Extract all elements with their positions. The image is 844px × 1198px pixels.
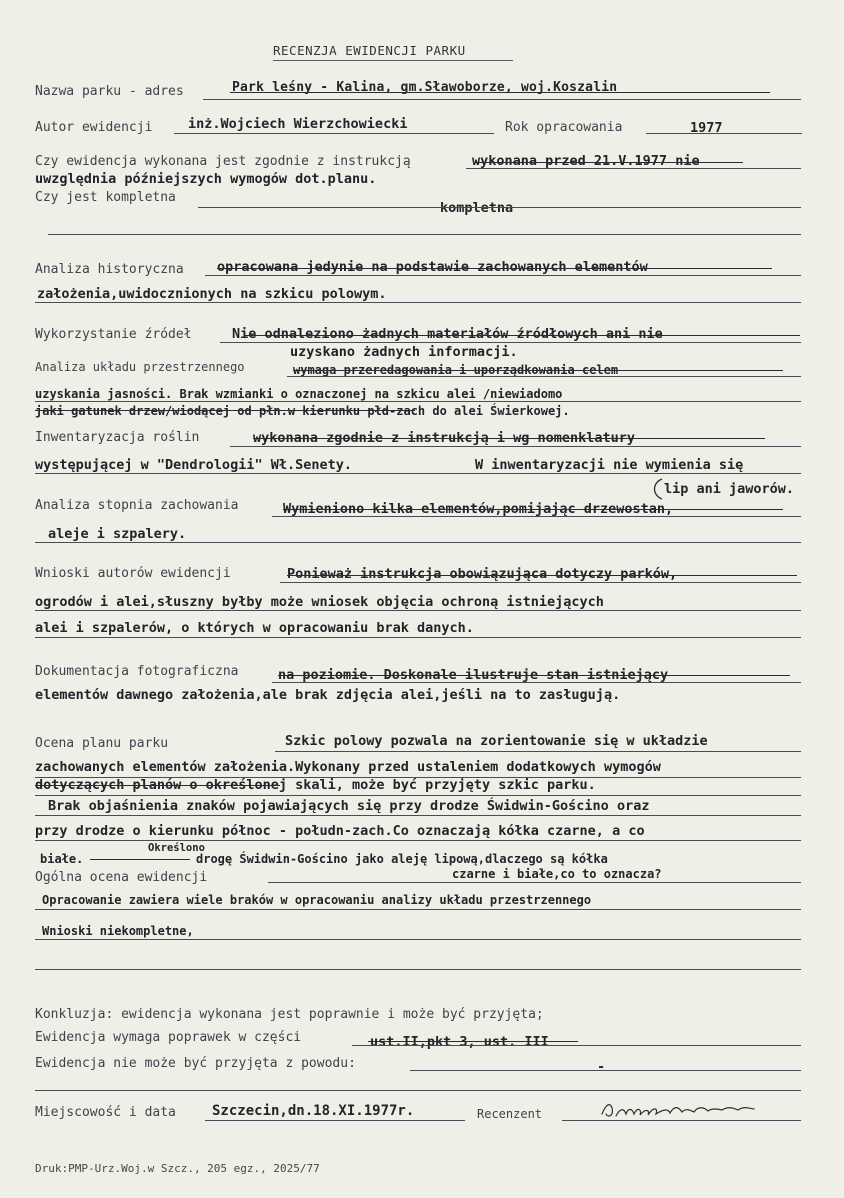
layout-strike-2 — [35, 410, 415, 411]
historical-strike — [217, 268, 772, 269]
plan-value-3: dotyczących planów o określonej skali, może być przyjęty szkic parku. — [35, 777, 596, 793]
sources-value-2: uzyskano żadnych informacji. — [290, 344, 518, 360]
conclusions-line-3 — [35, 637, 801, 638]
plants-value-1: wykonana zgodnie z instrukcją i wg nomenklatury — [253, 430, 636, 446]
conclusions-label: Wnioski autorów ewidencji — [35, 566, 231, 581]
compliance-value-2: uwzględnia późniejszych wymogów dot.planu. — [35, 171, 377, 187]
historical-line — [205, 275, 801, 276]
preservation-value-2: aleje i szpalery. — [48, 526, 187, 542]
corrections-line — [352, 1045, 801, 1046]
complete-line — [198, 207, 801, 208]
rejection-line-2 — [35, 1090, 801, 1091]
overall-value-1: Opracowanie zawiera wiele braków w opracowaniu analizy układu przestrzennego — [42, 893, 592, 907]
reviewer-label: Recenzent — [477, 1107, 543, 1121]
park-name-label: Nazwa parku - adres — [35, 84, 184, 99]
photo-line — [272, 682, 801, 683]
plan-value-2: zachowanych elementów założenia.Wykonany przed ustaleniem dodatkowych wymogów — [35, 759, 661, 775]
overall-value-2: Wnioski niekompletne, — [42, 924, 194, 938]
print-info: Druk:PMP-Urz.Woj.w Szcz., 205 egz., 2025/77 — [35, 1162, 320, 1175]
year-label: Rok opracowania — [505, 120, 623, 135]
plan-value-7: czarne i białe,co to oznacza? — [452, 867, 662, 881]
plan-value-6b: Określono — [148, 842, 205, 854]
plants-strike — [253, 438, 765, 439]
layout-strike — [293, 370, 783, 371]
compliance-line — [466, 168, 801, 169]
sources-line — [220, 342, 801, 343]
rejection-label: Ewidencja nie może być przyjęta z powodu: — [35, 1056, 356, 1071]
preservation-line-2 — [35, 542, 801, 543]
plants-value-2: występującej w "Dendrologii" Wł.Senety. — [35, 457, 352, 473]
layout-value-2: uzyskania jasności. Brak wzmianki o oznaczonej na szkicu alei /niewiadomo — [35, 387, 563, 401]
place-date-label: Miejscowość i data — [35, 1105, 176, 1120]
place-date-line — [205, 1120, 465, 1121]
plan-value-6c: drogę Świdwin-Gościno jako aleję lipową,dlaczego są kółka — [196, 852, 608, 866]
layout-label: Analiza układu przestrzennego — [35, 360, 245, 374]
preservation-strike — [283, 509, 783, 510]
conclusions-value-3: alei i szpalerów, o których w opracowaniu brak danych. — [35, 620, 474, 636]
plan-value-4: Brak objaśnienia znaków pojawiających się przy drodze Świdwin-Gościno oraz — [48, 798, 650, 814]
overall-line-2 — [35, 909, 801, 910]
plan-line-3 — [35, 795, 801, 796]
author-label: Autor ewidencji — [35, 120, 153, 135]
sources-label: Wykorzystanie źródeł — [35, 327, 192, 342]
plants-line — [230, 446, 801, 447]
plan-value-6a: białe. — [40, 852, 84, 866]
conclusions-value-1: Ponieważ instrukcja obowiązująca dotyczy parków, — [287, 566, 678, 582]
plan-value-5: przy drodze o kierunku północ - połudn-zach.Co oznaczają kółka czarne, a co — [35, 823, 645, 839]
compliance-label: Czy ewidencja wykonana jest zgodnie z instrukcją — [35, 154, 411, 169]
reviewer-signature — [598, 1098, 768, 1128]
plan-label: Ocena planu parku — [35, 736, 169, 751]
park-name-line — [203, 99, 801, 100]
layout-line — [287, 376, 801, 377]
conclusions-strike — [287, 575, 797, 576]
plants-value-3: W inwentaryzacji nie wymienia się — [475, 457, 744, 473]
park-name-value: Park leśny - Kalina, gm.Sławoborze, woj.Koszalin — [232, 80, 618, 95]
corrections-strike — [368, 1041, 578, 1042]
historical-label: Analiza historyczna — [35, 262, 184, 277]
historical-value-1: opracowana jedynie na podstawie zachowanych elementów — [217, 259, 648, 275]
overall-line — [268, 882, 801, 883]
photo-strike — [278, 675, 790, 676]
title-underline — [273, 60, 513, 61]
year-line — [646, 133, 802, 134]
page-title: RECENZJA EWIDENCJI PARKU — [273, 43, 466, 58]
photo-label: Dokumentacja fotograficzna — [35, 664, 239, 679]
historical-value-2: założenia,uwidocznionych na szkicu polowym. — [37, 286, 387, 302]
year-value: 1977 — [690, 120, 723, 136]
preservation-line — [272, 516, 801, 517]
layout-line-2 — [35, 401, 801, 402]
overall-line-3 — [35, 939, 801, 940]
conclusions-value-2: ogrodów i alei,słuszny byłby może wniosek objęcia ochroną istniejących — [35, 594, 604, 610]
conclusions-line — [280, 582, 801, 583]
compliance-value-1: wykonana przed 21.V.1977 nie — [472, 153, 700, 169]
complete-label: Czy jest kompletna — [35, 190, 176, 205]
plan-line — [275, 751, 801, 752]
sources-value-1: Nie odnaleziono żadnych materiałów źródłowych ani nie — [232, 326, 663, 342]
place-date-value: Szczecin,dn.18.XI.1977r. — [212, 1103, 415, 1119]
plan-line-4 — [35, 815, 801, 816]
historical-line-2 — [35, 302, 801, 303]
conclusion-line-1: Konkluzja: ewidencja wykonana jest poprawnie i może być przyjęta; — [35, 1007, 544, 1022]
layout-value-3: jaki gatunek drzew/wiodącej od płn.w kierunku płd-zach do alei Świerkowej. — [35, 404, 570, 418]
plants-line-2 — [35, 473, 801, 474]
plan-value-1: Szkic polowy pozwala na zorientowanie się w układzie — [285, 733, 708, 749]
plants-label: Inwentaryzacja roślin — [35, 430, 200, 445]
plants-value-4: lip ani jaworów. — [664, 481, 795, 497]
rejection-line — [410, 1070, 801, 1071]
complete-value: kompletna — [440, 200, 514, 216]
author-line — [174, 133, 494, 134]
conclusions-line-2 — [35, 610, 801, 611]
photo-value-1: na poziomie. Doskonale ilustruje stan istniejący — [278, 667, 669, 683]
park-name-strike — [230, 92, 770, 93]
overall-label: Ogólna ocena ewidencji — [35, 870, 208, 885]
corrections-label: Ewidencja wymaga poprawek w części — [35, 1030, 302, 1045]
plan-strike — [35, 785, 280, 786]
compliance-strike — [475, 162, 743, 163]
preservation-label: Analiza stopnia zachowania — [35, 498, 239, 513]
layout-value-1: wymaga przeredagowania i uporządkowania celem — [293, 363, 619, 377]
sources-strike — [245, 335, 800, 336]
complete-line-2 — [48, 234, 801, 235]
photo-value-2: elementów dawnego założenia,ale brak zdjęcia alei,jeśli na to zasługują. — [35, 687, 621, 703]
author-value: inż.Wojciech Wierzchowiecki — [188, 116, 408, 132]
overall-line-4 — [35, 969, 801, 970]
plan-strike-2 — [90, 859, 190, 860]
corrections-value: ust.II,pkt 3, ust. III — [370, 1034, 549, 1050]
rejection-value: - — [597, 1059, 606, 1075]
preservation-value-1: Wymieniono kilka elementów,pomijając drzewostan, — [283, 501, 674, 517]
